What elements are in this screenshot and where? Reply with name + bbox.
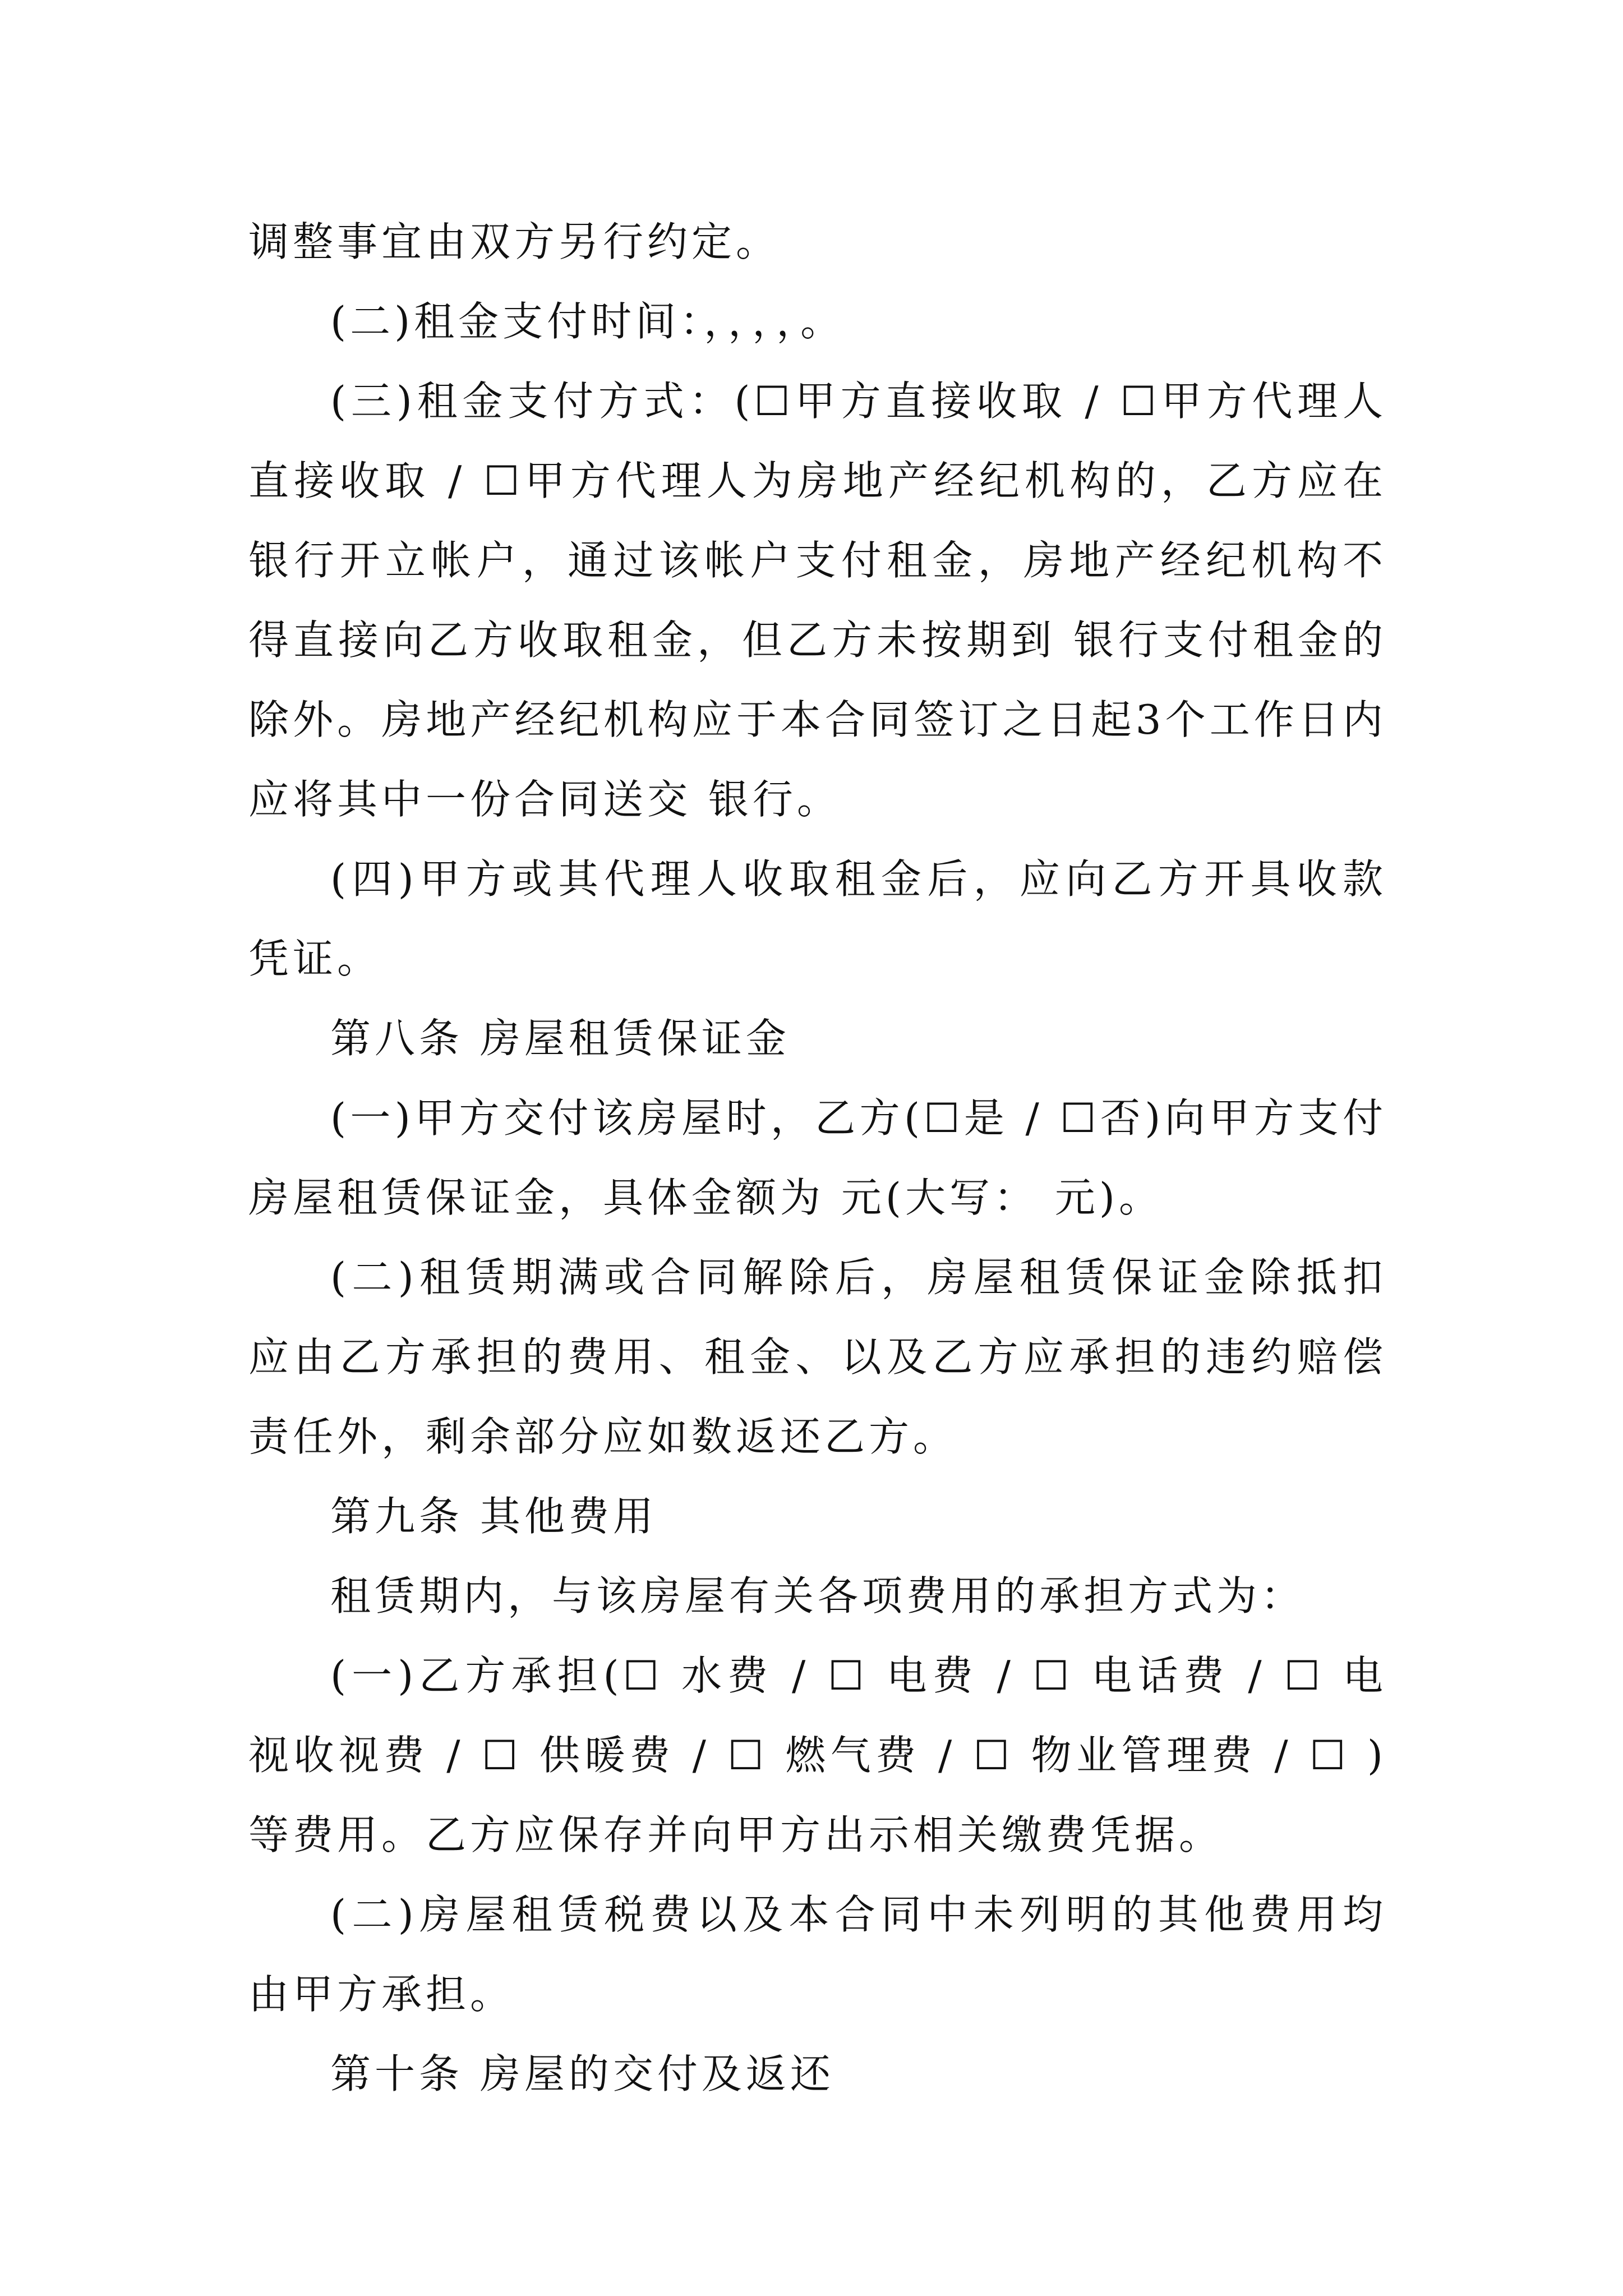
paragraph-rent-receipt: (四)甲方或其代理人收取租金后，应向乙方开具收款凭证。 bbox=[248, 855, 1387, 982]
paragraph-fees-intro: 租赁期内，与该房屋有关各项费用的承担方式为： bbox=[330, 1572, 1306, 1619]
document-body bbox=[248, 202, 1387, 2114]
paragraph-rent-payment-method: (三)租金支付方式：(☐甲方直接收取 / ☐甲方代理人直接收取 / ☐甲方代理人为房地产经纪机构的，乙方应在银行开立帐户，通过该帐户支付租金，房地产经纪机构不得直接向乙方收取租金，但乙方未按期到 银行支付租金的除外。房地产经纪机构应于本合同签订之日起3个工作日内应将其中一份合同送交 银行。 bbox=[248, 378, 1387, 823]
paragraph-rent-payment-time: (二)租金支付时间：，，，，。 bbox=[330, 298, 845, 345]
paragraph-adjustment-note: 调整事宜由双方另行约定。 bbox=[248, 218, 781, 265]
paragraph-tenant-fees: (一)乙方承担(☐ 水费 / ☐ 电费 / ☐ 电话费 / ☐ 电视收视费 / ☐ 供暖费 / ☐ 燃气费 / ☐ 物业管理费 / ☐ )等费用。乙方应保存并向甲方出示相关缴费凭据。 bbox=[248, 1652, 1387, 1858]
article-10-heading: 第十条 房屋的交付及返还 bbox=[330, 2050, 834, 2097]
article-9-heading: 第九条 其他费用 bbox=[330, 1493, 657, 1540]
article-8-heading: 第八条 房屋租赁保证金 bbox=[330, 1015, 790, 1062]
paragraph-deposit-payment: (一)甲方交付该房屋时，乙方(☐是 / ☐否)向甲方支付房屋租赁保证金，具体金额为 元(大写： 元)。 bbox=[248, 1094, 1387, 1221]
paragraph-deposit-refund: (二)租赁期满或合同解除后，房屋租赁保证金除抵扣应由乙方承担的费用、租金、以及乙方应承担的违约赔偿责任外，剩余部分应如数返还乙方。 bbox=[248, 1254, 1387, 1460]
paragraph-landlord-fees: (二)房屋租赁税费以及本合同中未列明的其他费用均由甲方承担。 bbox=[248, 1891, 1387, 2018]
